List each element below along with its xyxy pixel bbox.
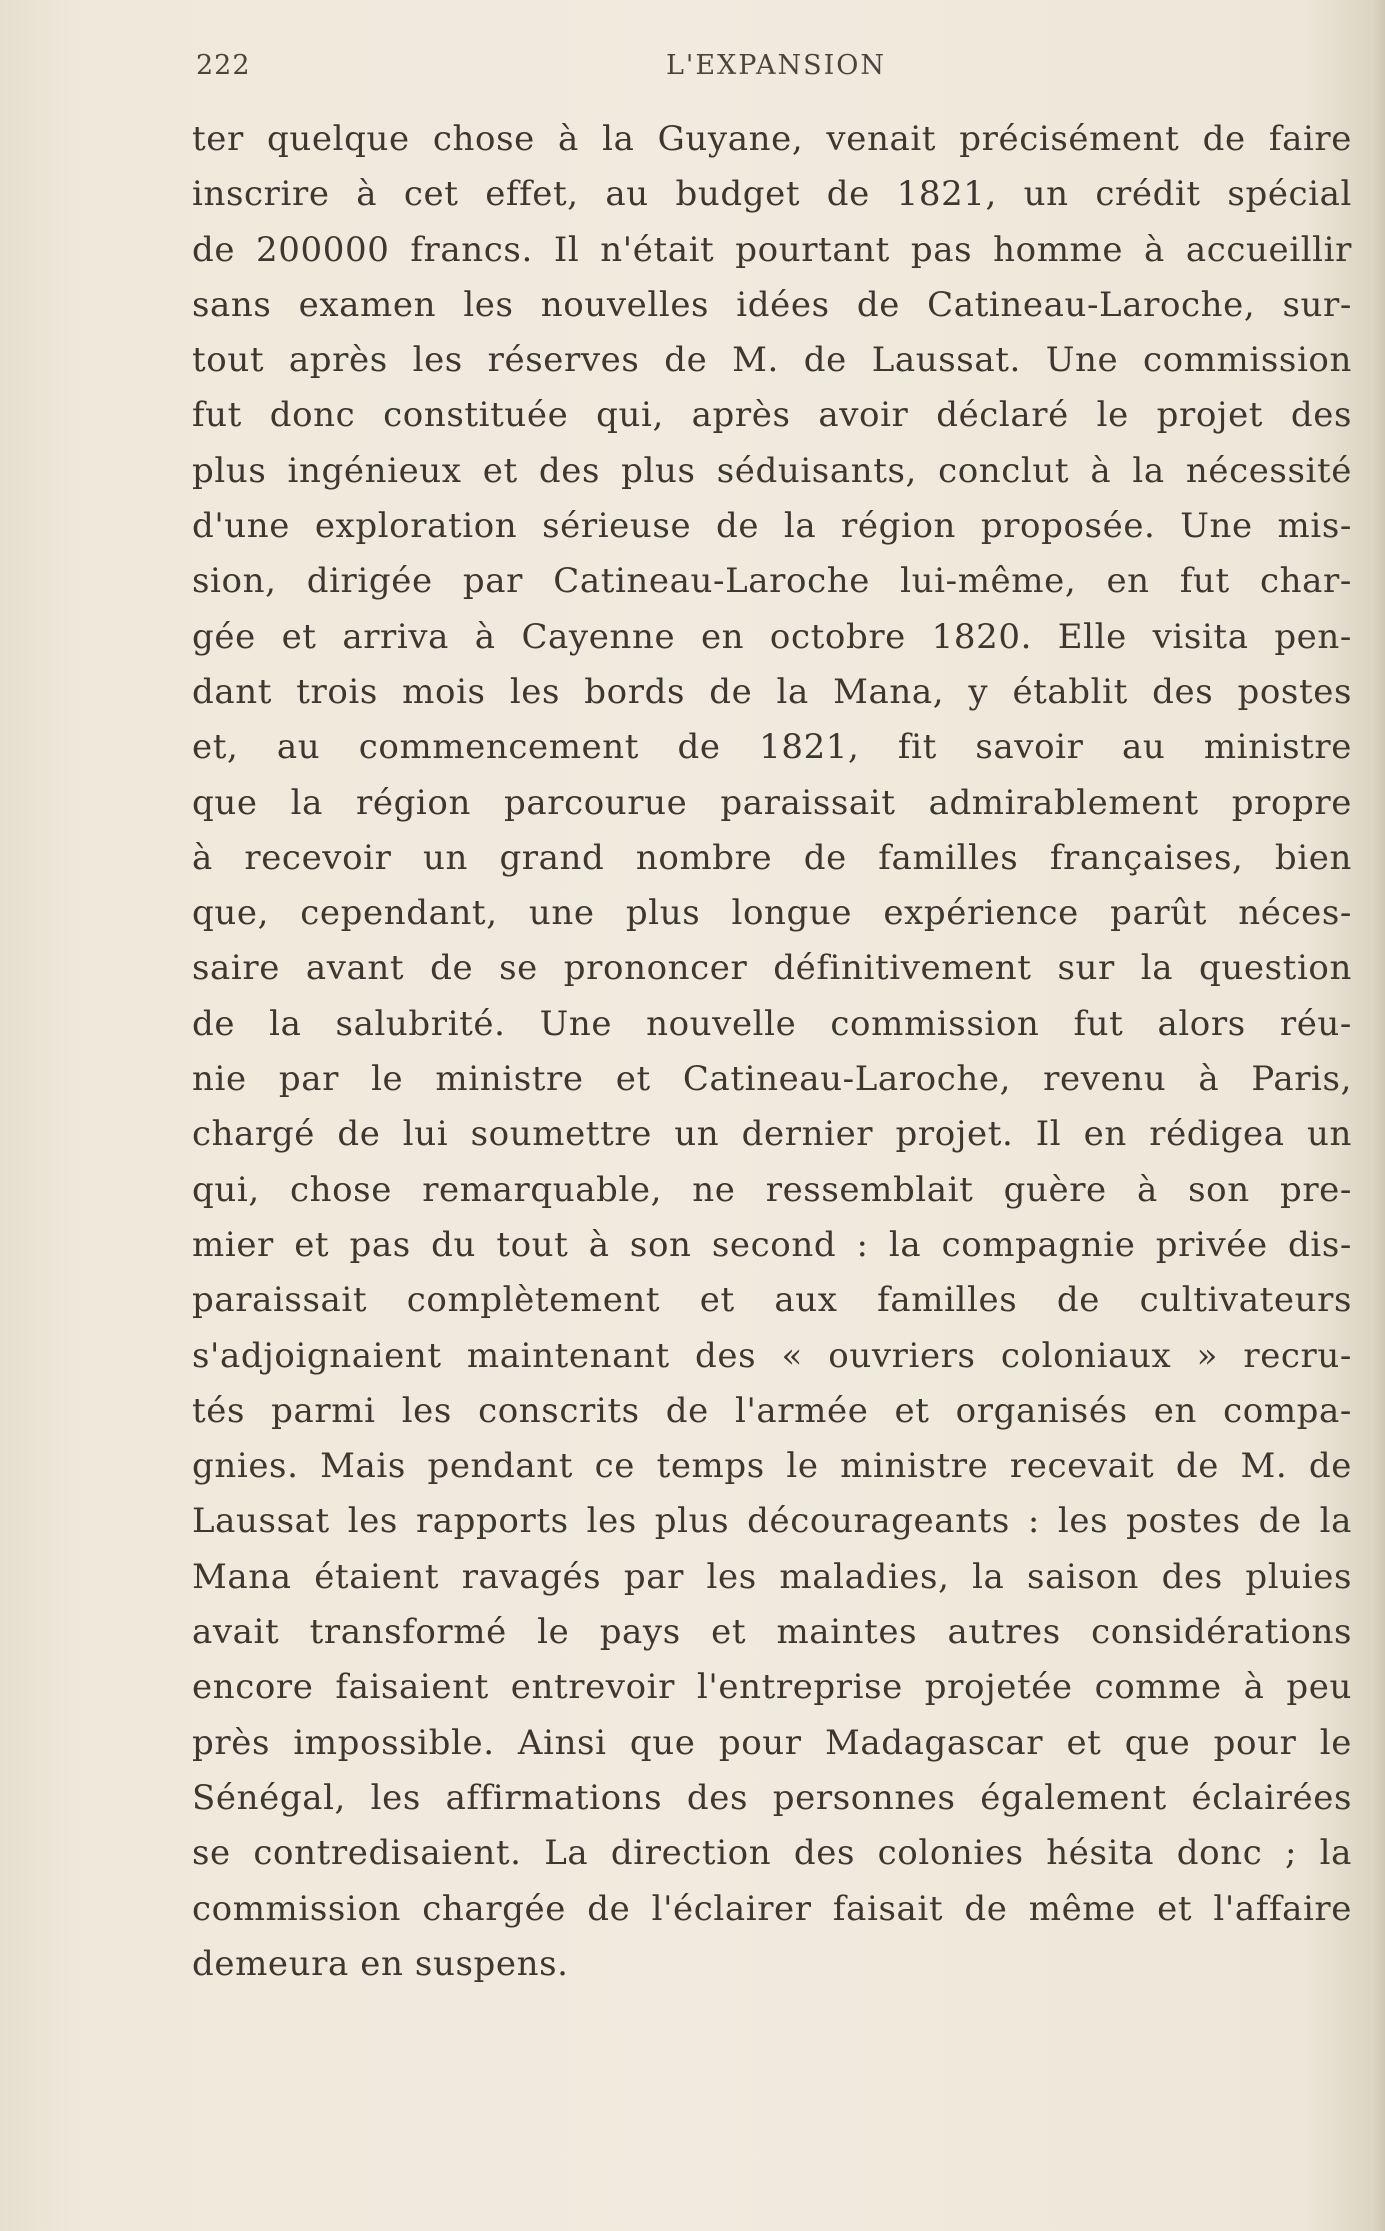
text-line: que, cependant, une plus longue expérience parût néces- — [192, 893, 1352, 934]
text-line: sans examen les nouvelles idées de Catineau-Laroche, sur- — [192, 284, 1352, 325]
text-line: s'adjoignaient maintenant des « ouvriers coloniaux » recru- — [192, 1335, 1352, 1376]
text-line: nie par le ministre et Catineau-Laroche, revenu à Paris, — [192, 1059, 1352, 1100]
page-header — [196, 50, 1356, 90]
text-line: Laussat les rapports les plus décourageants : les postes de la — [192, 1501, 1352, 1542]
text-line: et, au commencement de 1821, fit savoir au ministre — [192, 727, 1352, 768]
text-line: près impossible. Ainsi que pour Madagascar et que pour le — [192, 1722, 1352, 1763]
text-line: d'une exploration sérieuse de la région proposée. Une mis- — [192, 506, 1352, 547]
text-line: à recevoir un grand nombre de familles françaises, bien — [192, 837, 1352, 878]
text-line: chargé de lui soumettre un dernier projet. Il en rédigea un — [192, 1114, 1352, 1155]
text-line: mier et pas du tout à son second : la compagnie privée dis- — [192, 1224, 1352, 1265]
text-line: Sénégal, les affirmations des personnes également éclairées — [192, 1777, 1352, 1818]
page-number: 222 — [196, 50, 251, 81]
text-line: inscrire à cet effet, au budget de 1821, un crédit spécial — [192, 174, 1352, 215]
text-line: gnies. Mais pendant ce temps le ministre recevait de M. de — [192, 1446, 1352, 1487]
text-line: Mana étaient ravagés par les maladies, la saison des pluies — [192, 1556, 1352, 1597]
text-line: de 200000 francs. Il n'était pourtant pas homme à accueillir — [192, 229, 1352, 270]
text-line: de la salubrité. Une nouvelle commission fut alors réu- — [192, 1003, 1352, 1044]
text-line: plus ingénieux et des plus séduisants, conclut à la nécessité — [192, 450, 1352, 491]
text-line: sion, dirigée par Catineau-Laroche lui-même, en fut char- — [192, 561, 1352, 602]
text-line: commission chargée de l'éclairer faisait de même et l'affaire — [192, 1888, 1352, 1929]
text-line: dant trois mois les bords de la Mana, y établit des postes — [192, 671, 1352, 712]
body-text — [192, 112, 1352, 1992]
text-line: encore faisaient entrevoir l'entreprise projetée comme à peu — [192, 1667, 1352, 1708]
text-line: fut donc constituée qui, après avoir déclaré le projet des — [192, 395, 1352, 436]
text-line: tout après les réserves de M. de Laussat. Une commission — [192, 340, 1352, 381]
running-title: L'EXPANSION — [666, 50, 887, 81]
text-line: gée et arriva à Cayenne en octobre 1820. Elle visita pen- — [192, 616, 1352, 657]
text-line: paraissait complètement et aux familles de cultivateurs — [192, 1280, 1352, 1321]
text-line: se contredisaient. La direction des colonies hésita donc ; la — [192, 1833, 1352, 1874]
text-line: saire avant de se prononcer définitivement sur la question — [192, 948, 1352, 989]
text-line: qui, chose remarquable, ne ressemblait guère à son pre- — [192, 1169, 1352, 1210]
text-line: que la région parcourue paraissait admirablement propre — [192, 782, 1352, 823]
page-edge-shadow — [1371, 0, 1385, 2231]
text-line: demeura en suspens. — [192, 1943, 569, 1984]
text-line: tés parmi les conscrits de l'armée et organisés en compa- — [192, 1390, 1352, 1431]
text-line: ter quelque chose à la Guyane, venait précisément de faire — [192, 119, 1352, 159]
text-line: avait transformé le pays et maintes autres considérations — [192, 1612, 1352, 1653]
